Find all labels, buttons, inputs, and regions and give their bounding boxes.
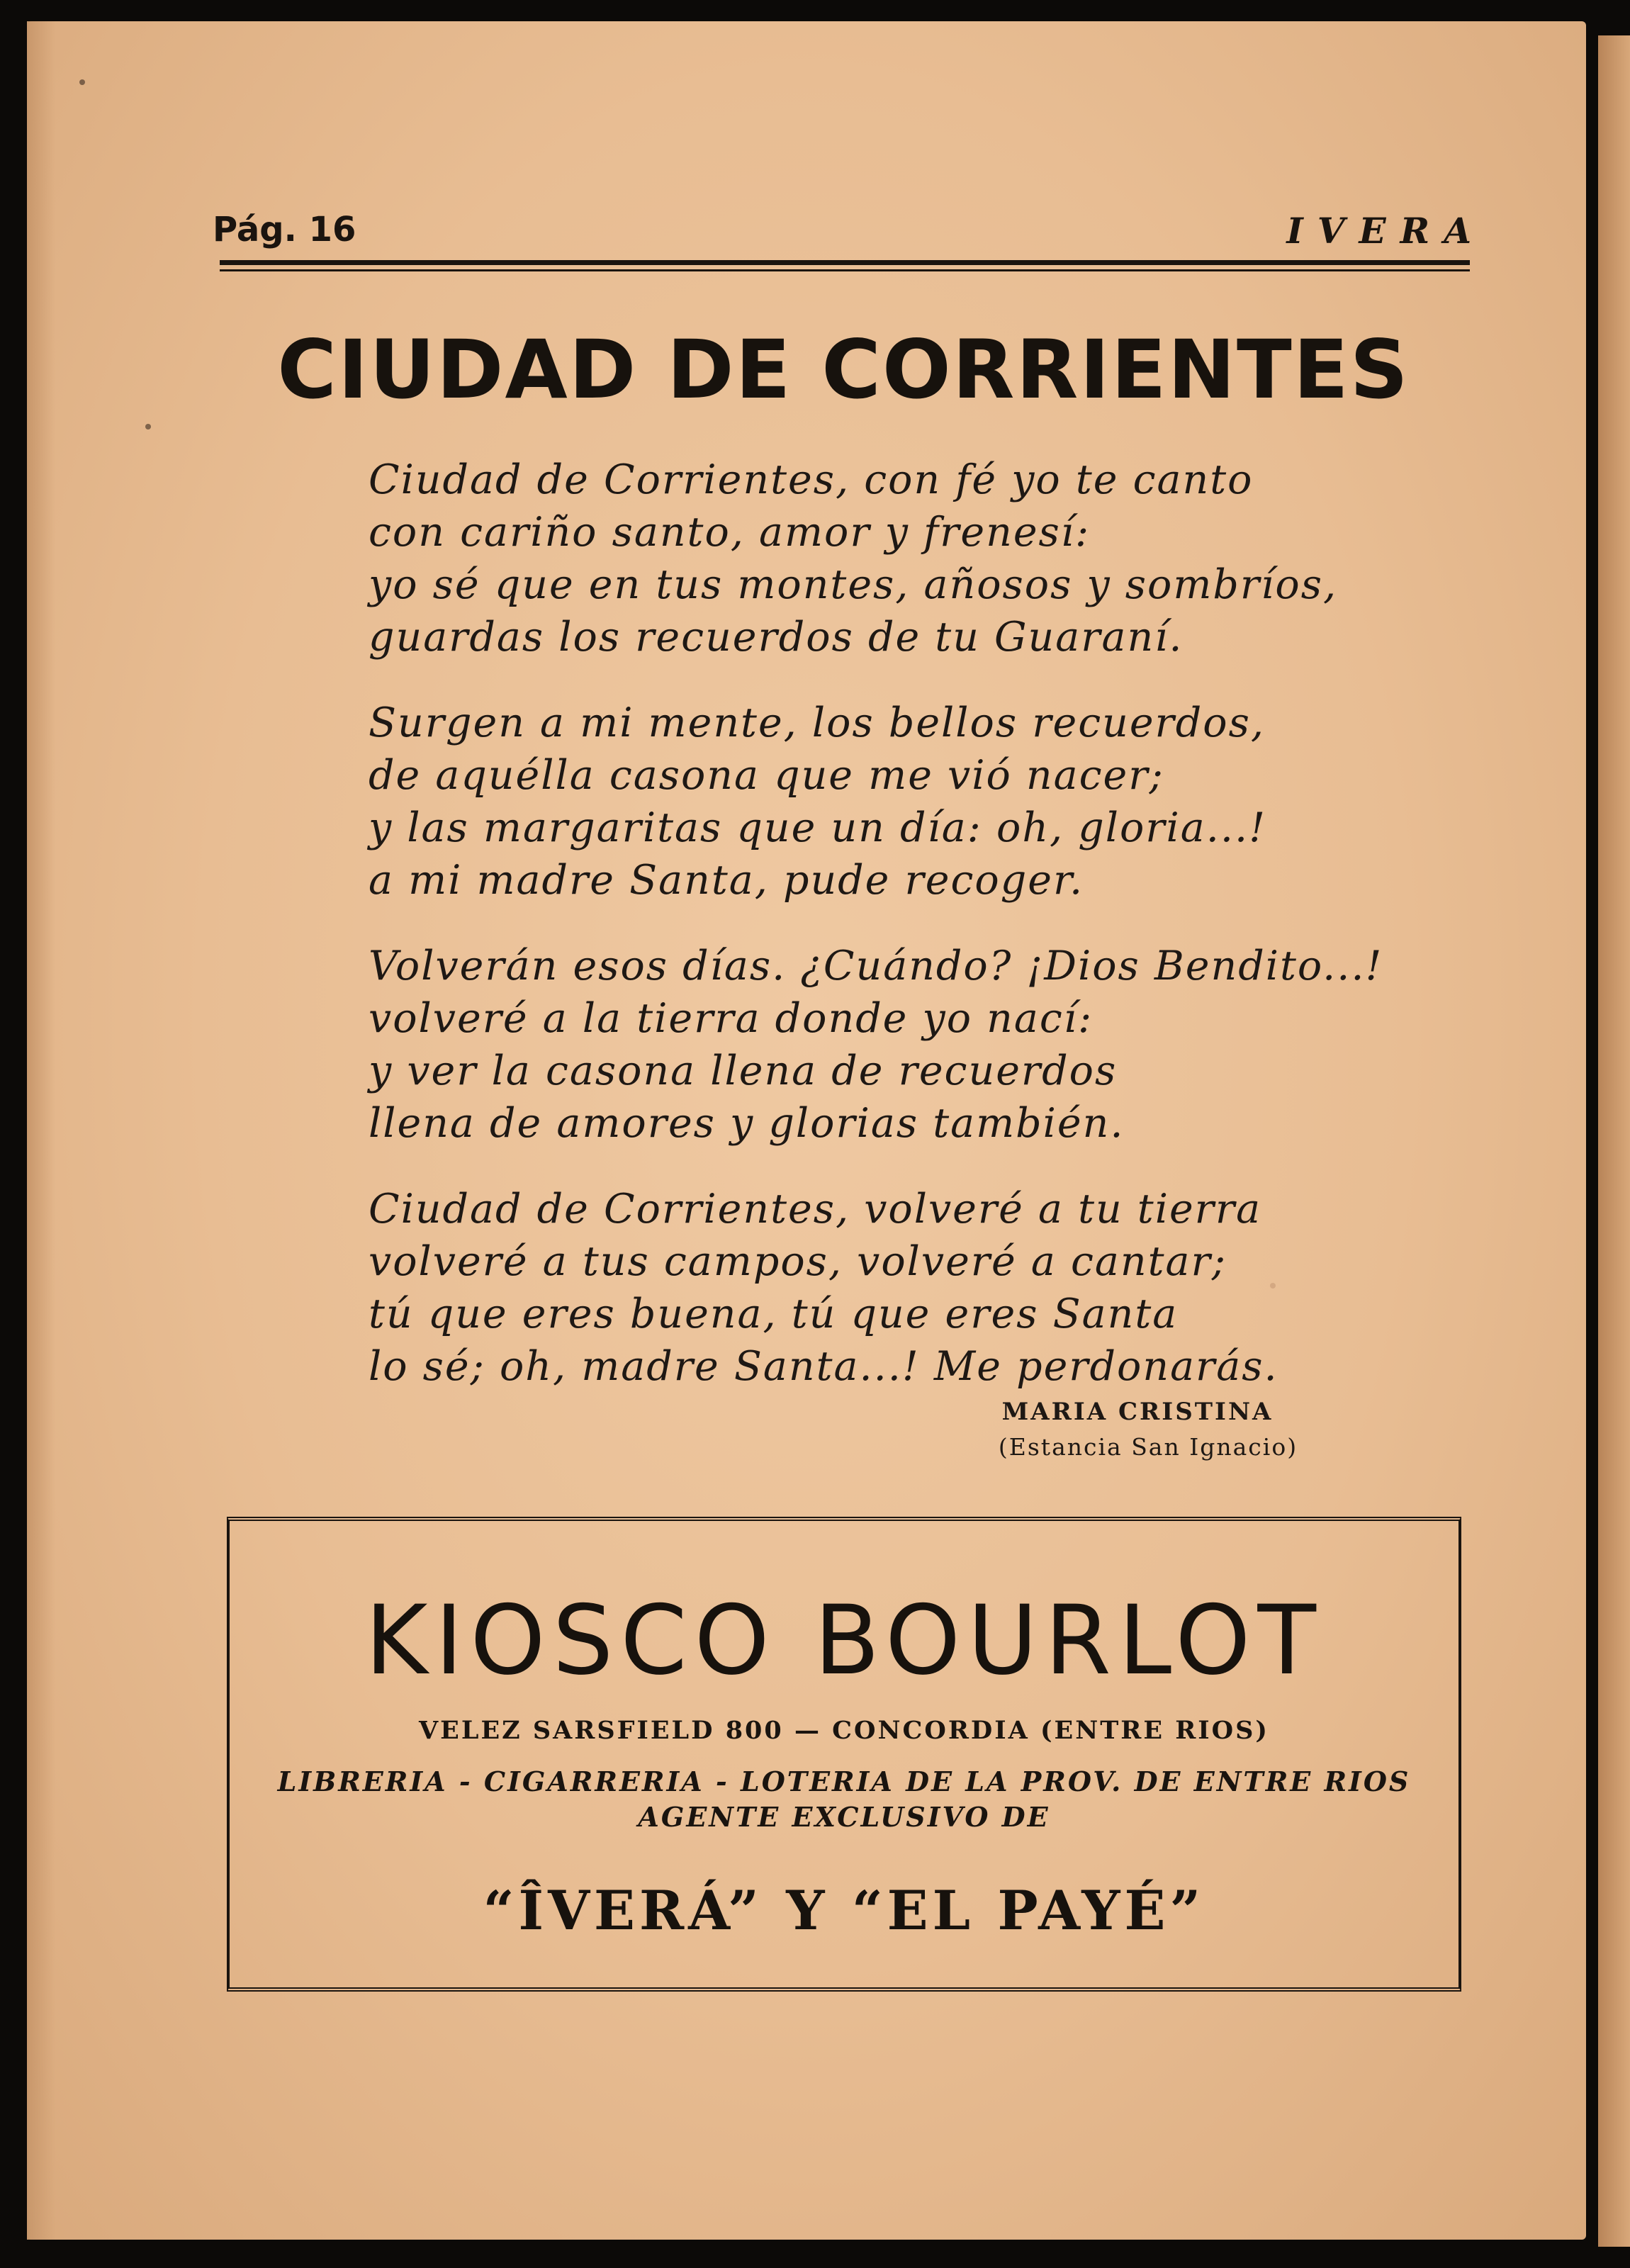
poem-line: guardas los recuerdos de tu Guaraní. [369,614,1184,661]
facing-page-edge [1598,35,1630,2247]
poem-line: llena de amores y glorias también. [369,1100,1125,1147]
poem-line: Ciudad de Corrientes, volveré a tu tierra [369,1186,1262,1233]
poem-line: volveré a tus campos, volveré a cantar; [369,1238,1227,1285]
poem-line: y las margaritas que un día: oh, gloria...! [369,804,1267,851]
poem-line: tú que eres buena, tú que eres Santa [369,1291,1179,1337]
poem-line: de aquélla casona que me vió nacer; [369,752,1164,799]
poem-line: volveré a la tierra donde yo nací: [369,995,1094,1042]
poem-line: con cariño santo, amor y frenesí: [369,509,1091,556]
advertisement-box [227,1517,1461,1992]
poem-title: CIUDAD DE CORRIENTES [277,322,1410,417]
stanza-3 [369,940,1474,1150]
author-location: (Estancia San Ignacio) [998,1433,1298,1461]
paper-speck [79,79,85,85]
author-name: MARIA CRISTINA [1001,1398,1274,1426]
ad-address: VELEZ SARSFIELD 800 — CONCORDIA (ENTRE RIOS) [419,1716,1269,1745]
paper-speck [145,424,151,430]
header-rule-thin [220,269,1470,271]
poem-line: Volverán esos días. ¿Cuándo? ¡Dios Bendito...! [369,943,1383,989]
poem-line: Surgen a mi mente, los bellos recuerdos, [369,700,1265,746]
poem-line: a mi madre Santa, pude recoger. [369,857,1084,904]
ad-brands: “ÎVERÁ” Y “EL PAYÉ” [483,1879,1205,1942]
page-header [213,210,1485,252]
ad-agent-line: AGENTE EXCLUSIVO DE [638,1801,1050,1833]
header-rule [220,260,1470,265]
stanza-2 [369,697,1474,906]
stanza-4 [369,1183,1474,1393]
ad-business-name: KIOSCO BOURLOT [365,1585,1323,1696]
poem-line: lo sé; oh, madre Santa...! Me perdonarás. [369,1343,1278,1390]
stanza-1 [369,454,1474,663]
ad-services: LIBRERIA - CIGARRERIA - LOTERIA DE LA PROV. DE ENTRE RIOS [277,1765,1411,1797]
publication-name: IVERA [1286,210,1485,252]
poem-line: Ciudad de Corrientes, con fé yo te canto [369,456,1254,503]
poem-line: yo sé que en tus montes, añosos y sombríos, [369,561,1338,608]
page-number: Pág. 16 [213,210,356,249]
poem-body [369,454,1474,1426]
poem-line: y ver la casona llena de recuerdos [369,1048,1118,1094]
